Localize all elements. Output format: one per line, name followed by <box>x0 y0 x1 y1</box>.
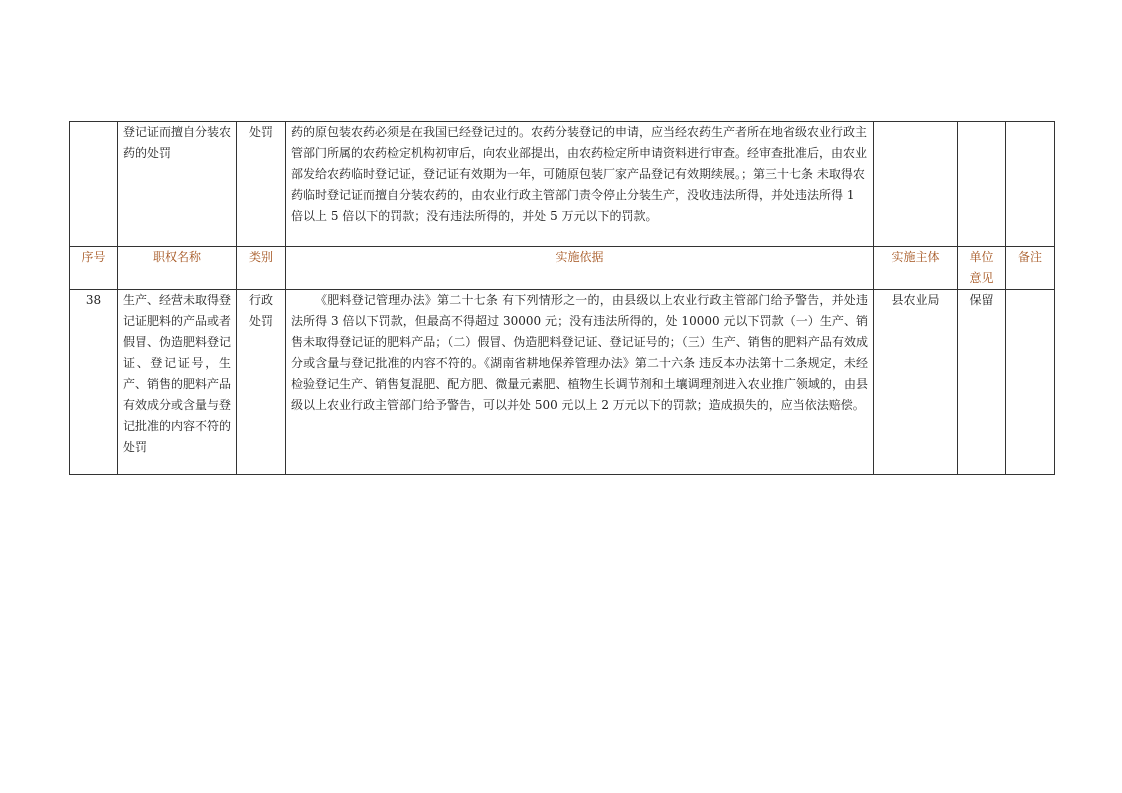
table-header-row <box>70 247 1055 290</box>
header-remark: 备注 <box>1006 247 1055 290</box>
header-subject: 实施主体 <box>874 247 958 290</box>
cell-category-line2: 处罚 <box>248 314 273 328</box>
header-unit-opinion <box>958 247 1006 290</box>
authority-table <box>69 121 1055 475</box>
table-row <box>70 290 1055 475</box>
cell-no: 38 <box>70 290 118 475</box>
cell-category-line1: 行政 <box>248 293 273 307</box>
cell-authority-name: 登记证而擅自分装农药的处罚 <box>118 122 237 247</box>
cell-opinion: 保留 <box>958 290 1006 475</box>
table-row-continued <box>70 122 1055 247</box>
header-unit-opinion-line1: 单位 <box>969 250 994 264</box>
header-basis: 实施依据 <box>286 247 874 290</box>
header-no: 序号 <box>70 247 118 290</box>
header-unit-opinion-line2: 意见 <box>969 271 994 285</box>
cell-category <box>237 290 286 475</box>
cell-category: 处罚 <box>237 122 286 247</box>
header-category: 类别 <box>237 247 286 290</box>
cell-remark <box>1006 122 1055 247</box>
cell-no <box>70 122 118 247</box>
cell-remark <box>1006 290 1055 475</box>
header-authority-name: 职权名称 <box>118 247 237 290</box>
cell-subject <box>874 122 958 247</box>
cell-basis: 《肥料登记管理办法》第二十七条 有下列情形之一的，由县级以上农业行政主管部门给予警告，并处违法所得 3 倍以下罚款，但最高不得超过 30000 元；没有违法所得的，处 10000 元以下罚款（一）生产、销售未取得登记证的肥料产品；（二）假冒、伪造肥料登记证、登记证号的；（三）生产、销售的肥料产品有效成分或含量与登记批准的内容不符的。《湖南省耕地保养管理办法》第二十六条 违反本办法第十二条规定，未经检验登记生产、销售复混肥、配方肥、微量元素肥、植物生长调节剂和土壤调理剂进入农业推广领域的，由县级以上农业行政主管部门给予警告，可以并处 500 元以上 2 万元以下的罚款；造成损失的，应当依法赔偿。 <box>286 290 874 475</box>
cell-subject: 县农业局 <box>874 290 958 475</box>
cell-opinion <box>958 122 1006 247</box>
cell-basis: 药的原包装农药必须是在我国已经登记过的。农药分装登记的申请，应当经农药生产者所在地省级农业行政主管部门所属的农药检定机构初审后，向农业部提出，由农药检定所申请资料进行审查。经审查批准后，由农业部发给农药临时登记证，登记证有效期为一年，可随原包装厂家产品登记有效期续展。；第三十七条 未取得农药临时登记证而擅自分装农药的，由农业行政主管部门责令停止分装生产，没收违法所得，并处违法所得 1 倍以上 5 倍以下的罚款；没有违法所得的，并处 5 万元以下的罚款。 <box>286 122 874 247</box>
cell-authority-name: 生产、经营未取得登记证肥料的产品或者假冒、伪造肥料登记证、登记证号，生产、销售的肥料产品有效成分或含量与登记批准的内容不符的处罚 <box>118 290 237 475</box>
